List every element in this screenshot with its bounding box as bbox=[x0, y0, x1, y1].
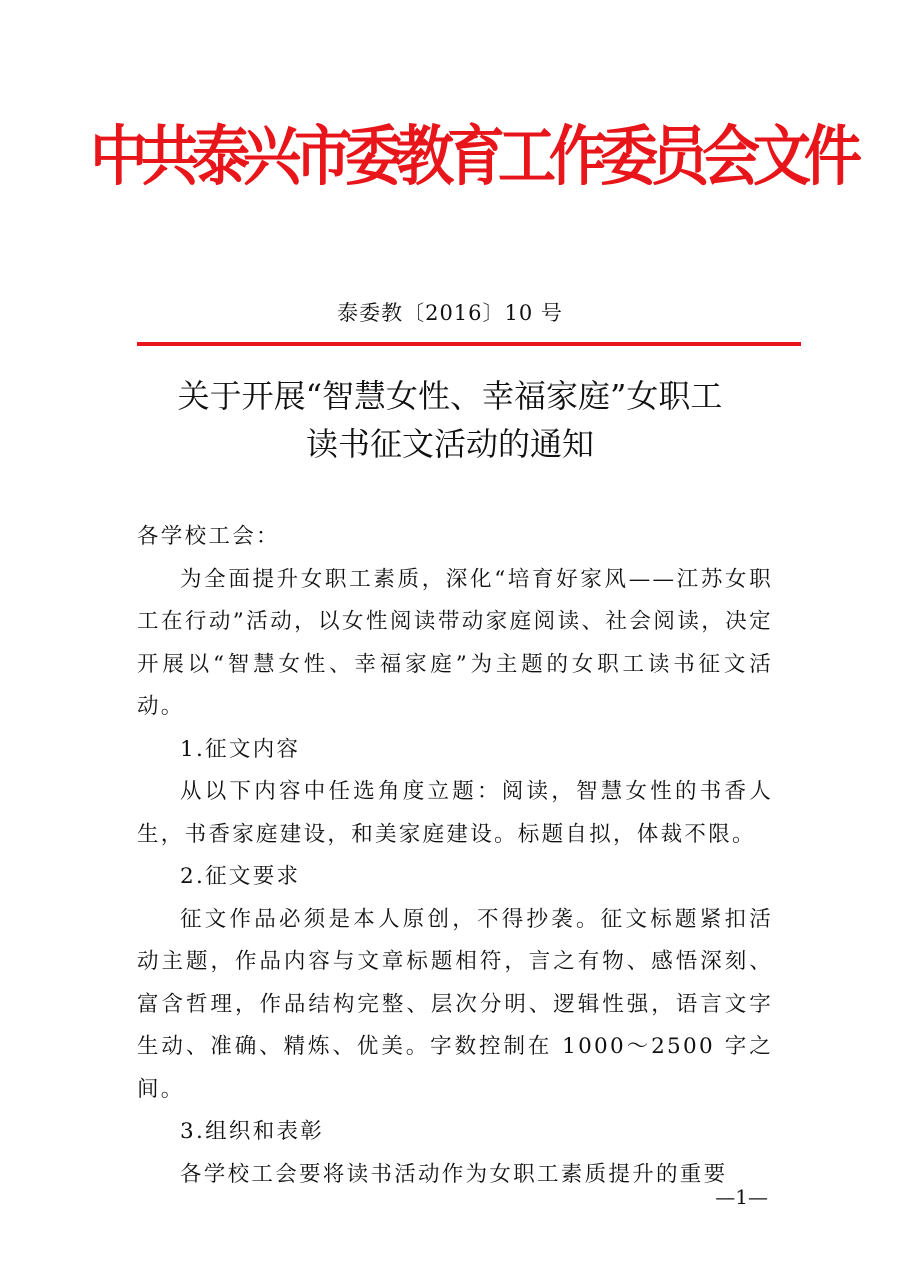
section-1-heading: 1.征文内容 bbox=[180, 736, 301, 762]
document-title bbox=[120, 372, 780, 468]
page-number: —1— bbox=[715, 1185, 768, 1209]
section-2-heading: 2.征文要求 bbox=[180, 864, 301, 889]
section-2-paragraph: 征文作品必须是本人原创，不得抄袭。征文标题紧扣活动主题，作品内容与文章标题相符，言之有物、感悟深刻、富含哲理，作品结构完整、层次分明、逻辑性强，语言文字生动、准确、精炼、优美。字数控制在 1000～2500 字之间。 bbox=[137, 906, 773, 1102]
document-title-line-1: 关于开展“智慧女性、幸福家庭”女职工 bbox=[177, 377, 723, 415]
document-body bbox=[137, 516, 773, 1196]
section-1-paragraph: 从以下内容中任选角度立题：阅读，智慧女性的书香人生，书香家庭建设，和美家庭建设。标题自拟，体裁不限。 bbox=[137, 779, 773, 847]
document-title-line-2: 读书征文活动的通知 bbox=[305, 425, 594, 463]
salutation: 各学校工会： bbox=[137, 524, 280, 549]
section-3-heading: 3.组织和表彰 bbox=[180, 1119, 325, 1144]
issuer-title: 中共泰兴市委教育工作委员会文件 bbox=[90, 117, 856, 195]
red-divider-line bbox=[137, 342, 801, 346]
intro-paragraph: 为全面提升女职工素质，深化“培育好家风——江苏女职工在行动”活动，以女性阅读带动家庭阅读、社会阅读，决定开展以“智慧女性、幸福家庭”为主题的女职工读书征文活动。 bbox=[137, 566, 773, 719]
document-number: 泰委教〔2016〕10 号 bbox=[337, 301, 563, 325]
section-3-paragraph: 各学校工会要将读书活动作为女职工素质提升的重要 bbox=[180, 1161, 728, 1187]
